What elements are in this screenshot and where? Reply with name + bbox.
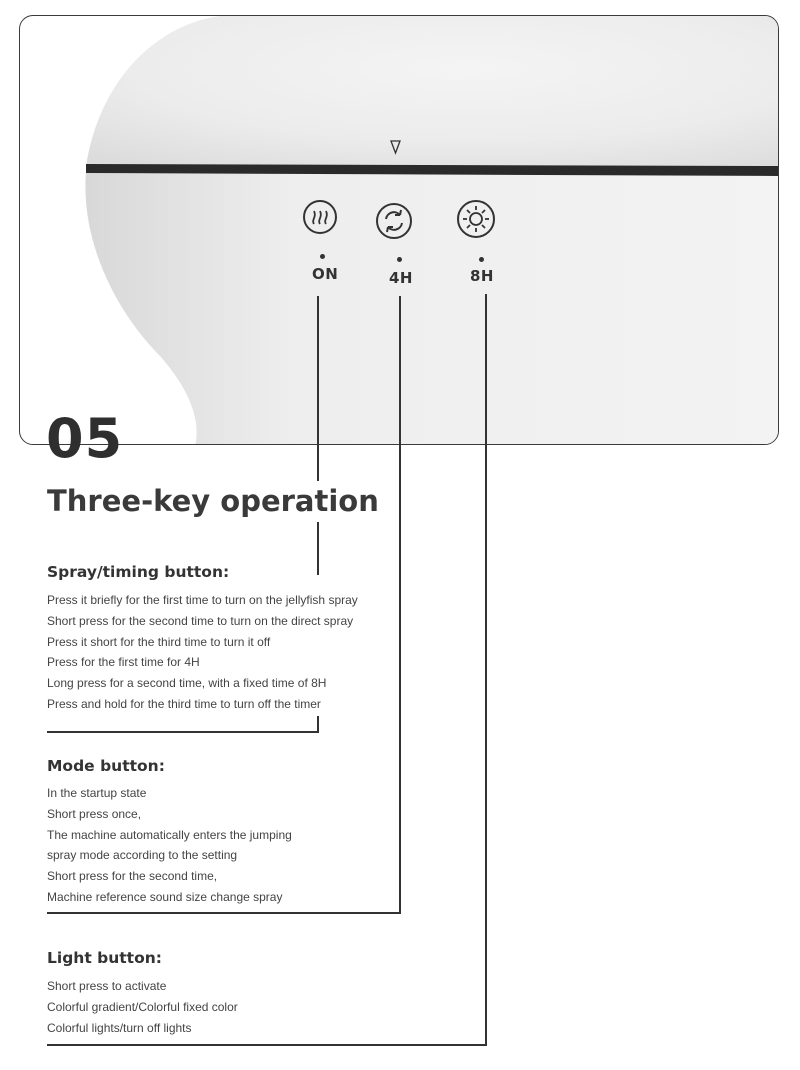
list-item: In the startup state (47, 786, 147, 800)
spray-timing-list (47, 590, 358, 715)
list-item: Short press for the second time to turn on the direct spray (47, 613, 354, 628)
list-item: Press it briefly for the first time to turn on the jellyfish spray (47, 593, 358, 607)
mode-list (47, 783, 292, 908)
device-base (85, 171, 779, 445)
light-underline (47, 1044, 487, 1046)
sun-icon (456, 199, 496, 239)
4h-indicator-dot (397, 257, 402, 262)
list-item: Long press for a second time, with a fixed time of 8H (47, 676, 327, 691)
8h-label: 8H (470, 267, 494, 285)
list-item: The machine automatically enters the jumping (47, 827, 292, 842)
on-label: ON (312, 265, 339, 283)
list-item: Short press once, (47, 806, 142, 821)
list-item: Press for the first time for 4H (47, 655, 200, 670)
list-item: Press it short for the third time to turn it off (47, 634, 271, 649)
light-heading: Light button: (47, 949, 162, 967)
on-indicator-dot (320, 254, 325, 259)
page-title: Three-key operation (47, 484, 379, 518)
list-item: Machine reference sound size change spray (47, 889, 283, 904)
8h-leader (485, 294, 487, 1046)
steam-icon (302, 199, 338, 235)
list-item: Colorful gradient/Colorful fixed color (47, 999, 238, 1014)
list-item: Short press for the second time, (47, 869, 218, 884)
list-item: Short press to activate (47, 979, 167, 993)
list-item: spray mode according to the setting (47, 848, 238, 863)
on-leader-upper (317, 296, 319, 481)
on-leader-end (317, 716, 319, 732)
4h-leader (399, 296, 401, 914)
spray-timing-heading: Spray/timing button: (47, 563, 230, 581)
4h-label: 4H (389, 269, 413, 287)
cycle-icon (375, 202, 413, 240)
device-dome (86, 16, 779, 166)
section-number: 05 (46, 407, 124, 470)
list-item: Colorful lights/turn off lights (47, 1020, 192, 1035)
8h-indicator-dot (479, 257, 484, 262)
on-leader-mid (317, 522, 319, 575)
light-list (47, 976, 238, 1038)
list-item: Press and hold for the third time to turn off the timer (47, 696, 321, 711)
mode-heading: Mode button: (47, 757, 165, 775)
spray-timing-underline (47, 731, 319, 733)
mode-underline (47, 912, 401, 914)
